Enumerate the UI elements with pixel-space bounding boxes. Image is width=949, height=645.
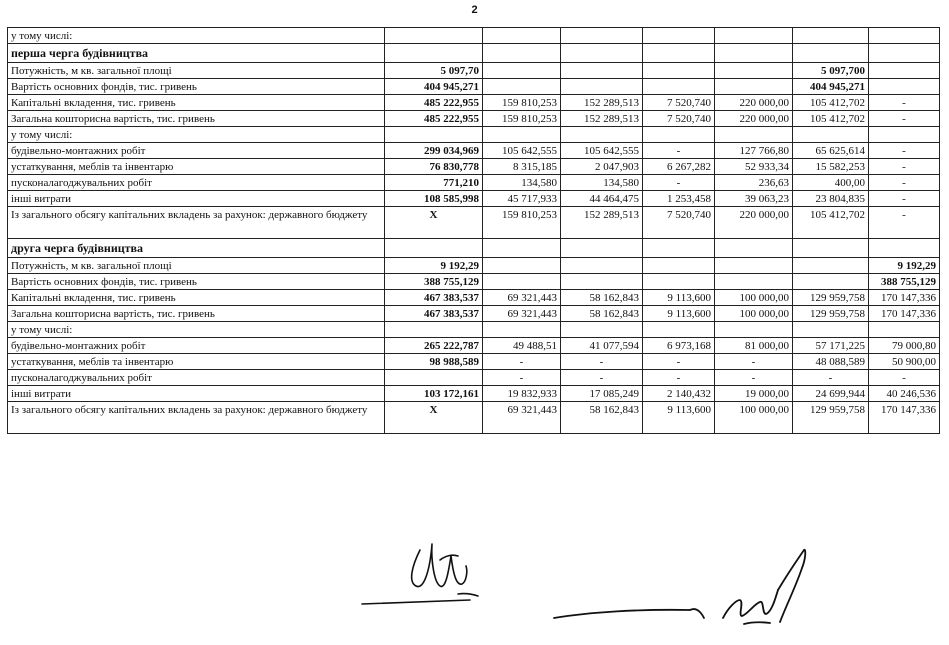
value-cell: 404 945,271 [385,79,483,95]
value-cell [483,322,561,338]
value-cell: 299 034,969 [385,143,483,159]
value-cell [643,28,715,44]
value-cell: 76 830,778 [385,159,483,175]
value-cell: 100 000,00 [715,402,793,434]
value-cell [561,274,643,290]
value-cell [483,28,561,44]
value-cell [869,322,940,338]
value-cell [561,239,643,258]
value-cell: 8 315,185 [483,159,561,175]
value-cell: 105 412,702 [793,207,869,239]
value-cell: Х [385,207,483,239]
value-cell: Х [385,402,483,434]
value-cell: 170 147,336 [869,290,940,306]
value-cell: - [869,159,940,175]
value-cell [561,127,643,143]
row-label: Капітальні вкладення, тис. гривень [8,95,385,111]
value-cell: 65 625,614 [793,143,869,159]
row-label: Загальна кошторисна вартість, тис. гривень [8,306,385,322]
table-row [8,127,940,143]
row-label: Капітальні вкладення, тис. гривень [8,290,385,306]
row-label: друга черга будівництва [8,239,385,258]
table-row [8,386,940,402]
value-cell [561,63,643,79]
value-cell [869,239,940,258]
value-cell: 58 162,843 [561,306,643,322]
value-cell [793,322,869,338]
value-cell: 152 289,513 [561,111,643,127]
value-cell [561,258,643,274]
value-cell [643,79,715,95]
value-cell: 485 222,955 [385,111,483,127]
table-row [8,111,940,127]
value-cell [483,239,561,258]
value-cell [715,44,793,63]
value-cell [483,63,561,79]
value-cell [793,258,869,274]
value-cell [643,44,715,63]
value-cell: 236,63 [715,175,793,191]
value-cell: 159 810,253 [483,207,561,239]
value-cell [561,322,643,338]
row-label: Потужність, м кв. загальної площі [8,258,385,274]
value-cell [561,28,643,44]
signature-right [554,550,805,624]
value-cell [715,63,793,79]
value-cell: 48 088,589 [793,354,869,370]
value-cell [561,79,643,95]
table-row [8,63,940,79]
value-cell: - [483,370,561,386]
table-row [8,338,940,354]
value-cell [869,28,940,44]
value-cell: 79 000,80 [869,338,940,354]
value-cell: 170 147,336 [869,402,940,434]
table-body [8,28,940,434]
table-row [8,28,940,44]
value-cell: 69 321,443 [483,402,561,434]
value-cell [793,274,869,290]
value-cell: 45 717,933 [483,191,561,207]
value-cell [715,127,793,143]
value-cell: 58 162,843 [561,402,643,434]
value-cell [385,370,483,386]
value-cell: 7 520,740 [643,207,715,239]
value-cell: 1 253,458 [643,191,715,207]
row-label: перша черга будівництва [8,44,385,63]
table-row [8,306,940,322]
value-cell: - [561,354,643,370]
value-cell: 9 113,600 [643,306,715,322]
table-row [8,79,940,95]
value-cell: 7 520,740 [643,111,715,127]
value-cell: 9 113,600 [643,402,715,434]
value-cell: 50 900,00 [869,354,940,370]
table-row [8,143,940,159]
value-cell: - [643,143,715,159]
value-cell [561,44,643,63]
value-cell: 400,00 [793,175,869,191]
value-cell: - [869,143,940,159]
value-cell: 6 267,282 [643,159,715,175]
value-cell [715,239,793,258]
value-cell: 41 077,594 [561,338,643,354]
value-cell [715,258,793,274]
value-cell: - [869,95,940,111]
table-row [8,239,940,258]
row-label: будівельно-монтажних робіт [8,143,385,159]
value-cell [715,322,793,338]
value-cell: 159 810,253 [483,111,561,127]
value-cell: 9 113,600 [643,290,715,306]
value-cell: 81 000,00 [715,338,793,354]
value-cell [483,127,561,143]
table-row [8,191,940,207]
value-cell [385,44,483,63]
value-cell: 108 585,998 [385,191,483,207]
page-number: 2 [471,4,478,16]
value-cell [643,63,715,79]
value-cell: - [643,354,715,370]
table-row [8,207,940,239]
value-cell: 58 162,843 [561,290,643,306]
value-cell: 49 488,51 [483,338,561,354]
row-label: пусконалагоджувальних робіт [8,370,385,386]
value-cell [483,79,561,95]
capital-investment-table [7,27,940,434]
row-label: у тому числі: [8,127,385,143]
value-cell: 7 520,740 [643,95,715,111]
row-label: будівельно-монтажних робіт [8,338,385,354]
table-row [8,159,940,175]
value-cell [715,28,793,44]
value-cell: 220 000,00 [715,111,793,127]
value-cell [793,239,869,258]
value-cell: 105 412,702 [793,111,869,127]
value-cell [385,239,483,258]
value-cell: 40 246,536 [869,386,940,402]
value-cell: 5 097,70 [385,63,483,79]
value-cell [869,127,940,143]
value-cell: 23 804,835 [793,191,869,207]
table-row [8,175,940,191]
value-cell: - [643,370,715,386]
value-cell: 485 222,955 [385,95,483,111]
value-cell: 220 000,00 [715,207,793,239]
value-cell: 105 642,555 [483,143,561,159]
value-cell: 69 321,443 [483,306,561,322]
value-cell: 5 097,700 [793,63,869,79]
value-cell [643,127,715,143]
value-cell: 129 959,758 [793,290,869,306]
value-cell: 265 222,787 [385,338,483,354]
value-cell: 129 959,758 [793,306,869,322]
value-cell: 152 289,513 [561,207,643,239]
value-cell: 100 000,00 [715,306,793,322]
value-cell: 404 945,271 [793,79,869,95]
value-cell: 24 699,944 [793,386,869,402]
value-cell: 19 000,00 [715,386,793,402]
value-cell: 388 755,129 [385,274,483,290]
value-cell: 44 464,475 [561,191,643,207]
value-cell: 9 192,29 [385,258,483,274]
row-label: Вартість основних фондів, тис. гривень [8,274,385,290]
value-cell: 159 810,253 [483,95,561,111]
value-cell [715,274,793,290]
table-row [8,95,940,111]
row-label: у тому числі: [8,28,385,44]
value-cell: - [869,111,940,127]
value-cell: 2 047,903 [561,159,643,175]
value-cell [385,322,483,338]
value-cell [793,44,869,63]
value-cell [385,28,483,44]
value-cell: 127 766,80 [715,143,793,159]
row-label: устаткування, меблів та інвентарю [8,159,385,175]
value-cell: - [715,370,793,386]
value-cell: 388 755,129 [869,274,940,290]
value-cell [643,274,715,290]
value-cell: 134,580 [483,175,561,191]
value-cell [793,127,869,143]
value-cell: 2 140,432 [643,386,715,402]
value-cell: 105 412,702 [793,95,869,111]
row-label: устаткування, меблів та інвентарю [8,354,385,370]
value-cell: - [793,370,869,386]
table-row [8,370,940,386]
signatures [0,530,949,645]
value-cell: 19 832,933 [483,386,561,402]
signature-left [362,544,478,604]
table-row [8,402,940,434]
value-cell: 105 642,555 [561,143,643,159]
row-label: Вартість основних фондів, тис. гривень [8,79,385,95]
row-label: Загальна кошторисна вартість, тис. гривень [8,111,385,127]
row-label: пусконалагоджувальних робіт [8,175,385,191]
value-cell [715,79,793,95]
value-cell: - [869,191,940,207]
value-cell: 15 582,253 [793,159,869,175]
value-cell: 52 933,34 [715,159,793,175]
value-cell: 134,580 [561,175,643,191]
value-cell [869,44,940,63]
value-cell: 771,210 [385,175,483,191]
value-cell [869,79,940,95]
value-cell: 98 988,589 [385,354,483,370]
value-cell [643,258,715,274]
value-cell: 17 085,249 [561,386,643,402]
value-cell [385,127,483,143]
value-cell: 39 063,23 [715,191,793,207]
row-label: Із загального обсягу капітальних вкладень за рахунок: державного бюджету [8,402,385,434]
row-label: Із загального обсягу капітальних вкладень за рахунок: державного бюджету [8,207,385,239]
value-cell: 152 289,513 [561,95,643,111]
value-cell [483,44,561,63]
row-label: інші витрати [8,386,385,402]
value-cell: 103 172,161 [385,386,483,402]
table-row [8,322,940,338]
table-row [8,274,940,290]
value-cell: 220 000,00 [715,95,793,111]
row-label: інші витрати [8,191,385,207]
value-cell: - [869,370,940,386]
value-cell: 6 973,168 [643,338,715,354]
value-cell: 9 192,29 [869,258,940,274]
row-label: Потужність, м кв. загальної площі [8,63,385,79]
value-cell [483,274,561,290]
value-cell: 100 000,00 [715,290,793,306]
table-row [8,258,940,274]
value-cell: - [561,370,643,386]
value-cell [793,28,869,44]
value-cell: 129 959,758 [793,402,869,434]
value-cell: - [643,175,715,191]
table-row [8,354,940,370]
value-cell: - [869,207,940,239]
table-row [8,290,940,306]
value-cell [869,63,940,79]
value-cell [643,322,715,338]
value-cell: - [715,354,793,370]
value-cell: - [483,354,561,370]
value-cell [643,239,715,258]
value-cell: 57 171,225 [793,338,869,354]
value-cell: 467 383,537 [385,290,483,306]
value-cell: - [869,175,940,191]
value-cell: 69 321,443 [483,290,561,306]
value-cell: 170 147,336 [869,306,940,322]
row-label: у тому числі: [8,322,385,338]
value-cell: 467 383,537 [385,306,483,322]
value-cell [483,258,561,274]
table-row [8,44,940,63]
